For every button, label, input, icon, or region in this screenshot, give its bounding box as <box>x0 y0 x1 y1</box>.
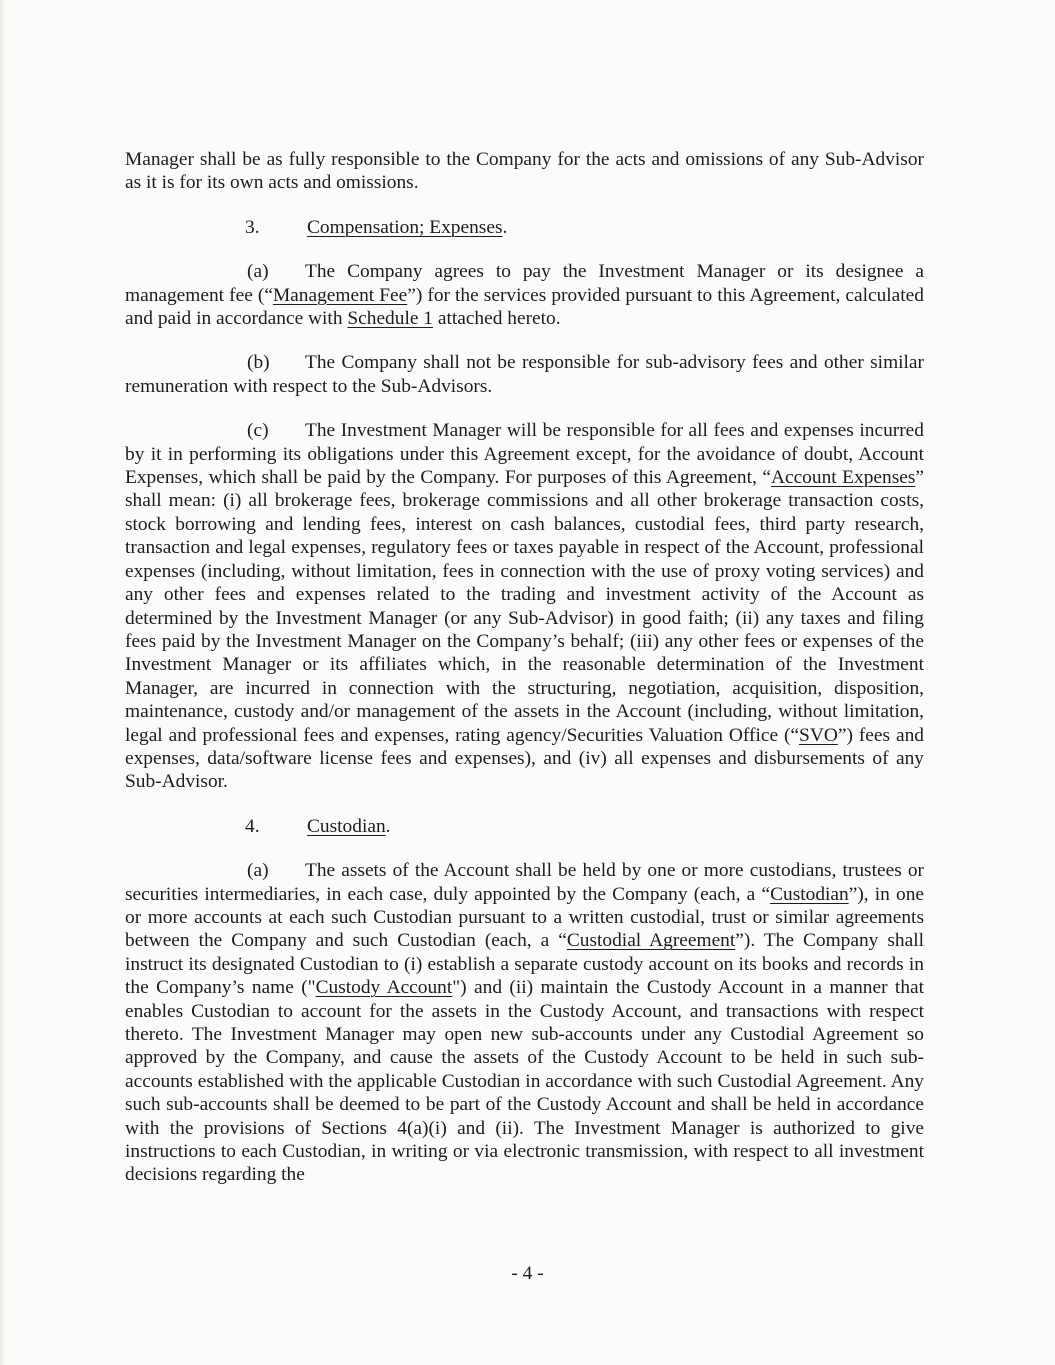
section-number: 4. <box>245 815 260 837</box>
section-title: Custodian <box>307 815 386 837</box>
section-4-heading: 4. Custodian. <box>245 815 391 837</box>
clause-label: (c) <box>247 420 269 442</box>
section-3-heading: 3. Compensation; Expenses. <box>245 216 508 238</box>
section-3c-paragraph: (c) The Investment Manager will be responsible for all fees and expenses incurred by it in performing its obligations under this Agreement except, for the avoidance of doubt, Account Expenses, which shall be paid by the Company. For purposes of this Agreement, “Account Expenses” shall mean: (i) all brokerage fees, brokerage commissions and all other brokerage transaction costs, stock borrowing and lending fees, interest on cash balances, custodial fees, third party research, transaction and legal expenses, regulatory fees or taxes payable in respect of the Account, professional expenses (including, without limitation, fees in connection with the use of proxy voting services) and any other fees and expenses related to the trading and investment activity of the Account as determined by the Investment Manager (or any Sub-Advisor) in good faith; (ii) any taxes and filing fees paid by the Investment Manager on the Company’s behalf; (iii) any other fees or expenses of the Investment Manager or its affiliates which, in the reasonable determination of the Investment Manager, are incurred in connection with the structuring, negotiation, acquisition, disposition, maintenance, custody and/or management of the assets in the Account (including, without limitation, legal and professional fees and expenses, rating agency/Securities Valuation Office (“SVO”) fees and expenses, data/software license fees and expenses), and (iv) all expenses and disbursements of any Sub-Advisor. <box>125 420 925 793</box>
defined-term: SVO <box>799 724 838 746</box>
section-3b-paragraph: (b) The Company shall not be responsible for sub-advisory fees and other similar remuneration with respect to the Sub-Advisors. <box>125 352 924 397</box>
defined-term: Account Expenses <box>770 467 916 489</box>
scan-edge-shadow <box>0 0 6 1365</box>
defined-term: Custody Account <box>315 977 453 999</box>
clause-label: (a) <box>247 261 269 283</box>
paragraph-continuation: Manager shall be as fully responsible to the Company for the acts and omissions of any Sub-Advisor as it is for its own acts and omissions. <box>125 149 924 194</box>
section-number: 3. <box>245 216 260 238</box>
section-4a-paragraph: (a) The assets of the Account shall be held by one or more custodians, trustees or securities intermediaries, in each case, duly appointed by the Company (each, a “Custodian”), in one or more accounts at each such Custodian pursuant to a written custodial, trust or similar agreements between the Company and such Custodian (each, a “Custodial Agreement”). The Company shall instruct its designated Custodian to (i) establish a separate custody account on its books and records in the Company’s name ("Custody Account") and (ii) maintain the Custody Account in a manner that enables Custodian to account for the assets in the Custody Account, and transactions with respect thereto. The Investment Manager may open new sub-accounts under any Custodial Agreement so approved by the Company, and cause the assets of the Custody Account to be held in such sub-accounts established with the applicable Custodian in accordance with such Custodial Agreement. Any such sub-accounts shall be deemed to be part of the Custody Account and shall be held in accordance with the provisions of Sections 4(a)(i) and (ii). The Investment Manager is authorized to give instructions to each Custodian, in writing or via electronic transmission, with respect to all investment decisions regarding the <box>125 860 925 1186</box>
clause-label: (a) <box>247 860 269 882</box>
page-number: - 4 - <box>511 1263 544 1284</box>
section-title: Compensation; Expenses <box>307 216 503 238</box>
defined-term: Custodial Agreement <box>566 930 736 952</box>
defined-term: Custodian <box>770 883 849 905</box>
clause-label: (b) <box>247 352 270 374</box>
section-3a-paragraph: (a) The Company agrees to pay the Investment Manager or its designee a management fee (“Management Fee”) for the services provided pursuant to this Agreement, calculated and paid in accordance with Schedule 1 attached hereto. <box>125 261 924 330</box>
document-body <box>125 148 924 1187</box>
schedule-reference: Schedule 1 <box>347 308 433 330</box>
defined-term: Management Fee <box>272 284 408 306</box>
